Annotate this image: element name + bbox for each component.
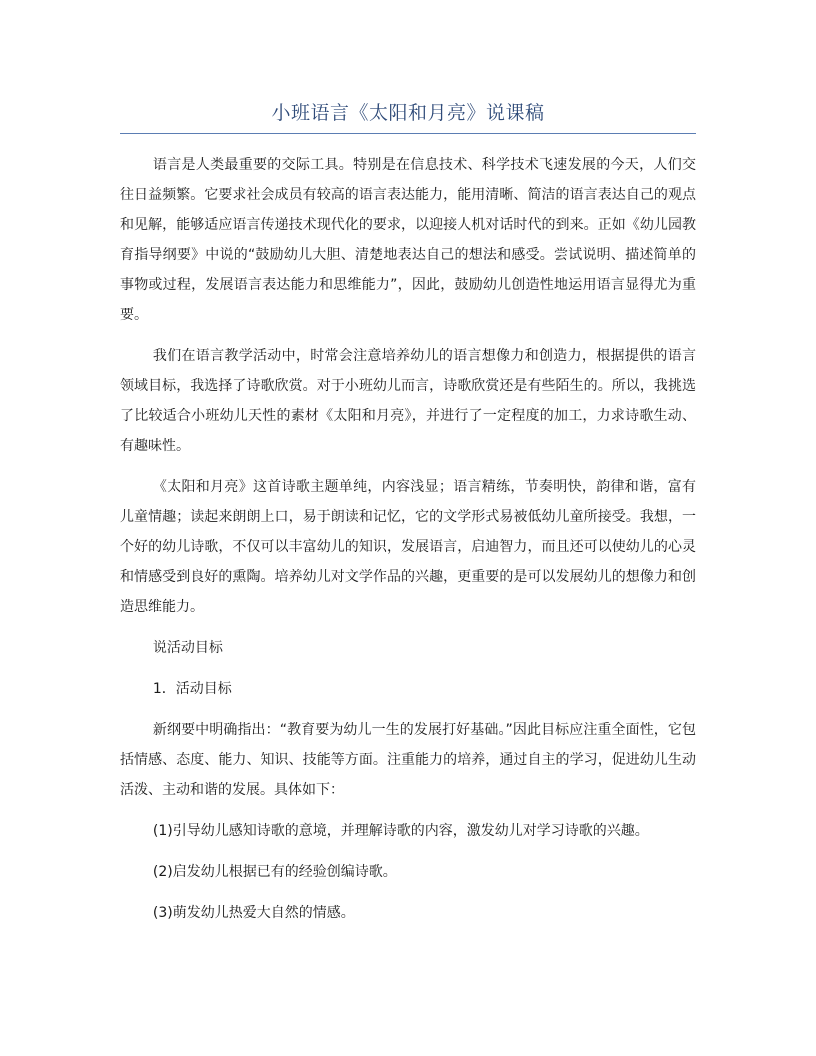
paragraph-2: 我们在语言教学活动中，时常会注意培养幼儿的语言想像力和创造力，根据提供的语言领域目标，我选择了诗歌欣赏。对于小班幼儿而言，诗歌欣赏还是有些陌生的。所以，我挑选了比较适合小班幼儿天性的素材《太阳和月亮》，并进行了一定程度的加工，力求诗歌生动、有趣味性。: [120, 348, 696, 454]
section-heading: 说活动目标: [152, 640, 223, 656]
goal-item-2: (2)启发幼儿根据已有的经验创编诗歌。: [152, 864, 397, 880]
paragraph-1: 语言是人类最重要的交际工具。特别是在信息技术、科学技术飞速发展的今天，人们交往日益频繁。它要求社会成员有较高的语言表达能力，能用清晰、简洁的语言表达自己的观点和见解，能够适应语言传递技术现代化的要求，以迎接人机对话时代的到来。正如《幼儿园教育指导纲要》中说的“鼓励幼儿大胆、清楚地表达自己的想法和感受。尝试说明、描述简单的事物或过程，发展语言表达能力和思维能力”，因此，鼓励幼儿创造性地运用语言显得尤为重要。: [120, 157, 696, 323]
title-divider: [120, 133, 696, 134]
document-body: [120, 150, 696, 939]
goal-item-3: (3)萌发幼儿热爱大自然的情感。: [152, 905, 355, 921]
document-title: 小班语言《太阳和月亮》说课稿: [271, 102, 545, 124]
paragraph-3: 《太阳和月亮》这首诗歌主题单纯，内容浅显；语言精练，节奏明快，韵律和谐，富有儿童情趣；读起来朗朗上口，易于朗读和记忆，它的文学形式易被低幼儿童所接受。我想，一个好的幼儿诗歌，不仅可以丰富幼儿的知识，发展语言，启迪智力，而且还可以使幼儿的心灵和情感受到良好的熏陶。培养幼儿对文学作品的兴趣，更重要的是可以发展幼儿的想像力和创造思维能力。: [120, 479, 696, 615]
goals-intro-paragraph: 新纲要中明确指出：“教育要为幼儿一生的发展打好基础。”因此目标应注重全面性，它包括情感、态度、能力、知识、技能等方面。注重能力的培养，通过自主的学习，促进幼儿生动活泼、主动和谐的发展。具体如下：: [120, 722, 696, 798]
subsection-heading: 1．活动目标: [152, 681, 232, 697]
goal-item-1: (1)引导幼儿感知诗歌的意境，并理解诗歌的内容，激发幼儿对学习诗歌的兴趣。: [152, 823, 649, 839]
